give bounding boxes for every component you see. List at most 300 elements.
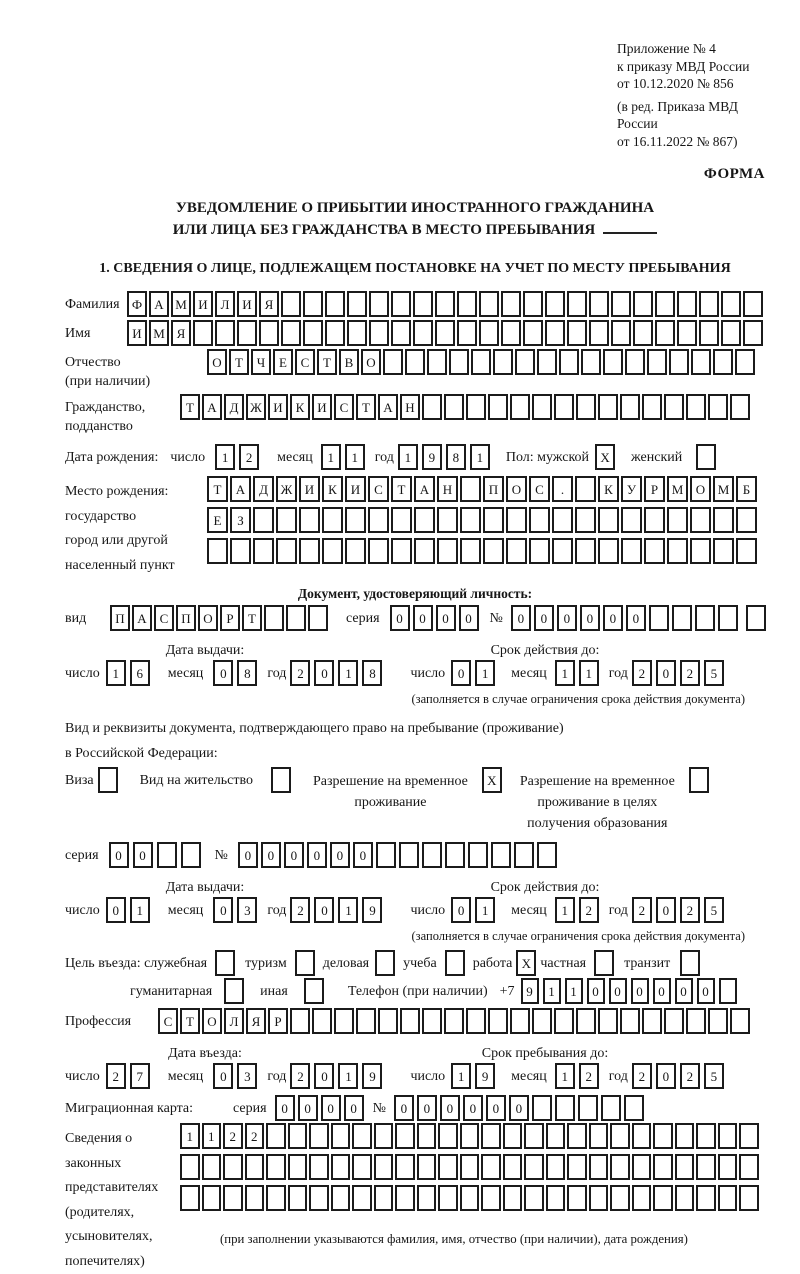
visa-checkbox[interactable]: [98, 767, 118, 793]
char-cell[interactable]: [325, 291, 345, 317]
char-cell[interactable]: [399, 842, 419, 868]
char-cell[interactable]: Ж: [276, 476, 297, 502]
char-cell[interactable]: [708, 1008, 728, 1034]
char-cell[interactable]: 0: [307, 842, 327, 868]
char-cell[interactable]: [422, 842, 442, 868]
char-cell[interactable]: И: [312, 394, 332, 420]
char-cell[interactable]: 2: [579, 897, 599, 923]
char-cell[interactable]: [266, 1154, 286, 1180]
char-cell[interactable]: [506, 507, 527, 533]
temp-residence-checkbox[interactable]: X: [482, 767, 502, 793]
char-cell[interactable]: [567, 1123, 587, 1149]
purpose-study-checkbox[interactable]: [445, 950, 465, 976]
char-cell[interactable]: [264, 605, 284, 631]
char-cell[interactable]: Т: [391, 476, 412, 502]
char-cell[interactable]: [696, 1185, 716, 1211]
char-cell[interactable]: 0: [656, 660, 676, 686]
char-cell[interactable]: 0: [109, 842, 129, 868]
char-cell[interactable]: 0: [314, 1063, 334, 1089]
char-cell[interactable]: [589, 1123, 609, 1149]
char-cell[interactable]: [181, 842, 201, 868]
char-cell[interactable]: [675, 1154, 695, 1180]
char-cell[interactable]: 0: [394, 1095, 414, 1121]
char-cell[interactable]: Д: [253, 476, 274, 502]
char-cell[interactable]: 0: [390, 605, 410, 631]
char-cell[interactable]: [610, 1185, 630, 1211]
char-cell[interactable]: Ч: [251, 349, 271, 375]
char-cell[interactable]: [331, 1154, 351, 1180]
char-cell[interactable]: С: [529, 476, 550, 502]
char-cell[interactable]: О: [198, 605, 218, 631]
char-cell[interactable]: [395, 1123, 415, 1149]
char-cell[interactable]: [479, 320, 499, 346]
char-cell[interactable]: [356, 1008, 376, 1034]
char-cell[interactable]: [567, 291, 587, 317]
char-cell[interactable]: [708, 394, 728, 420]
char-cell[interactable]: [503, 1123, 523, 1149]
char-cell[interactable]: К: [322, 476, 343, 502]
char-cell[interactable]: [352, 1185, 372, 1211]
char-cell[interactable]: 0: [451, 897, 471, 923]
char-cell[interactable]: [621, 538, 642, 564]
char-cell[interactable]: [695, 605, 715, 631]
purpose-humanitarian-checkbox[interactable]: [224, 978, 244, 1004]
char-cell[interactable]: О: [690, 476, 711, 502]
char-cell[interactable]: [510, 394, 530, 420]
char-cell[interactable]: [721, 291, 741, 317]
char-cell[interactable]: [545, 291, 565, 317]
char-cell[interactable]: [598, 394, 618, 420]
char-cell[interactable]: [417, 1123, 437, 1149]
char-cell[interactable]: [576, 394, 596, 420]
char-cell[interactable]: [736, 507, 757, 533]
char-cell[interactable]: С: [334, 394, 354, 420]
char-cell[interactable]: 2: [245, 1123, 265, 1149]
char-cell[interactable]: [400, 1008, 420, 1034]
char-cell[interactable]: [468, 842, 488, 868]
purpose-official-checkbox[interactable]: [215, 950, 235, 976]
char-cell[interactable]: 3: [237, 1063, 257, 1089]
char-cell[interactable]: 8: [237, 660, 257, 686]
char-cell[interactable]: 2: [680, 660, 700, 686]
char-cell[interactable]: [281, 291, 301, 317]
char-cell[interactable]: [180, 1154, 200, 1180]
char-cell[interactable]: 2: [632, 1063, 652, 1089]
char-cell[interactable]: [413, 291, 433, 317]
char-cell[interactable]: 1: [338, 897, 358, 923]
char-cell[interactable]: [202, 1185, 222, 1211]
char-cell[interactable]: [223, 1154, 243, 1180]
purpose-work-checkbox[interactable]: X: [516, 950, 536, 976]
char-cell[interactable]: [601, 1095, 621, 1121]
char-cell[interactable]: [743, 291, 763, 317]
char-cell[interactable]: [345, 507, 366, 533]
char-cell[interactable]: [444, 394, 464, 420]
char-cell[interactable]: [414, 538, 435, 564]
char-cell[interactable]: [672, 605, 692, 631]
char-cell[interactable]: [523, 291, 543, 317]
char-cell[interactable]: 1: [130, 897, 150, 923]
char-cell[interactable]: С: [154, 605, 174, 631]
char-cell[interactable]: [391, 507, 412, 533]
purpose-other-checkbox[interactable]: [304, 978, 324, 1004]
char-cell[interactable]: 1: [338, 660, 358, 686]
char-cell[interactable]: 9: [362, 1063, 382, 1089]
char-cell[interactable]: 5: [704, 897, 724, 923]
char-cell[interactable]: 0: [330, 842, 350, 868]
char-cell[interactable]: 0: [344, 1095, 364, 1121]
char-cell[interactable]: [718, 1154, 738, 1180]
char-cell[interactable]: И: [193, 291, 213, 317]
char-cell[interactable]: [529, 507, 550, 533]
char-cell[interactable]: [546, 1154, 566, 1180]
char-cell[interactable]: [506, 538, 527, 564]
char-cell[interactable]: 2: [680, 1063, 700, 1089]
char-cell[interactable]: 0: [626, 605, 646, 631]
char-cell[interactable]: [633, 320, 653, 346]
char-cell[interactable]: [632, 1154, 652, 1180]
char-cell[interactable]: 1: [543, 978, 561, 1004]
char-cell[interactable]: [699, 291, 719, 317]
char-cell[interactable]: [391, 320, 411, 346]
char-cell[interactable]: 1: [555, 897, 575, 923]
char-cell[interactable]: 0: [511, 605, 531, 631]
char-cell[interactable]: [471, 349, 491, 375]
char-cell[interactable]: [611, 320, 631, 346]
char-cell[interactable]: [554, 1008, 574, 1034]
char-cell[interactable]: [664, 1008, 684, 1034]
char-cell[interactable]: П: [176, 605, 196, 631]
char-cell[interactable]: [347, 320, 367, 346]
char-cell[interactable]: [677, 291, 697, 317]
char-cell[interactable]: [460, 1123, 480, 1149]
char-cell[interactable]: [653, 1154, 673, 1180]
char-cell[interactable]: 0: [213, 660, 233, 686]
char-cell[interactable]: [653, 1185, 673, 1211]
char-cell[interactable]: [322, 507, 343, 533]
char-cell[interactable]: [376, 842, 396, 868]
char-cell[interactable]: Т: [356, 394, 376, 420]
char-cell[interactable]: [290, 1008, 310, 1034]
char-cell[interactable]: [391, 538, 412, 564]
char-cell[interactable]: [288, 1154, 308, 1180]
char-cell[interactable]: 2: [290, 660, 310, 686]
char-cell[interactable]: [413, 320, 433, 346]
char-cell[interactable]: Б: [736, 476, 757, 502]
char-cell[interactable]: [405, 349, 425, 375]
char-cell[interactable]: [598, 538, 619, 564]
char-cell[interactable]: 0: [656, 897, 676, 923]
char-cell[interactable]: 0: [631, 978, 649, 1004]
char-cell[interactable]: [523, 320, 543, 346]
char-cell[interactable]: [288, 1123, 308, 1149]
char-cell[interactable]: [739, 1154, 759, 1180]
char-cell[interactable]: [438, 1154, 458, 1180]
char-cell[interactable]: М: [149, 320, 169, 346]
char-cell[interactable]: [546, 1185, 566, 1211]
char-cell[interactable]: [435, 291, 455, 317]
char-cell[interactable]: [309, 1154, 329, 1180]
char-cell[interactable]: 8: [446, 444, 466, 470]
char-cell[interactable]: [303, 291, 323, 317]
char-cell[interactable]: [690, 507, 711, 533]
char-cell[interactable]: 0: [213, 1063, 233, 1089]
char-cell[interactable]: [466, 394, 486, 420]
char-cell[interactable]: 0: [653, 978, 671, 1004]
char-cell[interactable]: [422, 394, 442, 420]
char-cell[interactable]: [611, 291, 631, 317]
char-cell[interactable]: Н: [400, 394, 420, 420]
char-cell[interactable]: 2: [290, 1063, 310, 1089]
char-cell[interactable]: [483, 507, 504, 533]
char-cell[interactable]: 5: [704, 1063, 724, 1089]
char-cell[interactable]: [576, 1008, 596, 1034]
char-cell[interactable]: 1: [338, 1063, 358, 1089]
char-cell[interactable]: 5: [704, 660, 724, 686]
char-cell[interactable]: [303, 320, 323, 346]
char-cell[interactable]: К: [290, 394, 310, 420]
char-cell[interactable]: [649, 605, 669, 631]
char-cell[interactable]: [438, 1123, 458, 1149]
char-cell[interactable]: [667, 538, 688, 564]
char-cell[interactable]: [647, 349, 667, 375]
char-cell[interactable]: 0: [353, 842, 373, 868]
char-cell[interactable]: О: [202, 1008, 222, 1034]
char-cell[interactable]: [331, 1123, 351, 1149]
char-cell[interactable]: [632, 1123, 652, 1149]
char-cell[interactable]: 0: [261, 842, 281, 868]
char-cell[interactable]: [537, 349, 557, 375]
char-cell[interactable]: [555, 1095, 575, 1121]
char-cell[interactable]: [686, 1008, 706, 1034]
char-cell[interactable]: П: [110, 605, 130, 631]
char-cell[interactable]: 0: [557, 605, 577, 631]
char-cell[interactable]: [352, 1123, 372, 1149]
char-cell[interactable]: [437, 538, 458, 564]
char-cell[interactable]: 0: [486, 1095, 506, 1121]
char-cell[interactable]: [675, 1185, 695, 1211]
char-cell[interactable]: [414, 507, 435, 533]
char-cell[interactable]: [501, 291, 521, 317]
char-cell[interactable]: [157, 842, 177, 868]
char-cell[interactable]: [460, 476, 481, 502]
char-cell[interactable]: [309, 1185, 329, 1211]
char-cell[interactable]: 2: [223, 1123, 243, 1149]
temp-residence-edu-checkbox[interactable]: [689, 767, 709, 793]
char-cell[interactable]: 9: [475, 1063, 495, 1089]
char-cell[interactable]: [510, 1008, 530, 1034]
char-cell[interactable]: [690, 538, 711, 564]
char-cell[interactable]: [552, 538, 573, 564]
char-cell[interactable]: Т: [180, 394, 200, 420]
char-cell[interactable]: 0: [298, 1095, 318, 1121]
char-cell[interactable]: [437, 507, 458, 533]
char-cell[interactable]: [575, 538, 596, 564]
char-cell[interactable]: И: [237, 291, 257, 317]
char-cell[interactable]: [675, 1123, 695, 1149]
char-cell[interactable]: [719, 978, 737, 1004]
char-cell[interactable]: [266, 1123, 286, 1149]
char-cell[interactable]: [545, 320, 565, 346]
char-cell[interactable]: [438, 1185, 458, 1211]
char-cell[interactable]: [503, 1154, 523, 1180]
char-cell[interactable]: [691, 349, 711, 375]
residence-permit-checkbox[interactable]: [271, 767, 291, 793]
char-cell[interactable]: [501, 320, 521, 346]
char-cell[interactable]: [699, 320, 719, 346]
char-cell[interactable]: [369, 291, 389, 317]
char-cell[interactable]: [503, 1185, 523, 1211]
char-cell[interactable]: [276, 538, 297, 564]
char-cell[interactable]: [312, 1008, 332, 1034]
char-cell[interactable]: 0: [451, 660, 471, 686]
char-cell[interactable]: [374, 1185, 394, 1211]
char-cell[interactable]: М: [713, 476, 734, 502]
char-cell[interactable]: [713, 507, 734, 533]
char-cell[interactable]: [735, 349, 755, 375]
char-cell[interactable]: [581, 349, 601, 375]
char-cell[interactable]: [625, 349, 645, 375]
char-cell[interactable]: [245, 1185, 265, 1211]
char-cell[interactable]: [610, 1154, 630, 1180]
char-cell[interactable]: И: [299, 476, 320, 502]
char-cell[interactable]: [276, 507, 297, 533]
char-cell[interactable]: Ф: [127, 291, 147, 317]
char-cell[interactable]: [664, 394, 684, 420]
char-cell[interactable]: [491, 842, 511, 868]
char-cell[interactable]: [532, 1095, 552, 1121]
char-cell[interactable]: [286, 605, 306, 631]
char-cell[interactable]: [644, 507, 665, 533]
char-cell[interactable]: [395, 1185, 415, 1211]
char-cell[interactable]: С: [368, 476, 389, 502]
char-cell[interactable]: [347, 291, 367, 317]
char-cell[interactable]: [391, 291, 411, 317]
char-cell[interactable]: [207, 538, 228, 564]
char-cell[interactable]: С: [295, 349, 315, 375]
char-cell[interactable]: М: [667, 476, 688, 502]
char-cell[interactable]: [642, 394, 662, 420]
char-cell[interactable]: [331, 1185, 351, 1211]
char-cell[interactable]: 0: [133, 842, 153, 868]
char-cell[interactable]: 1: [106, 660, 126, 686]
char-cell[interactable]: Н: [437, 476, 458, 502]
char-cell[interactable]: [309, 1123, 329, 1149]
char-cell[interactable]: [230, 538, 251, 564]
char-cell[interactable]: [598, 1008, 618, 1034]
char-cell[interactable]: М: [171, 291, 191, 317]
char-cell[interactable]: И: [345, 476, 366, 502]
female-checkbox[interactable]: [696, 444, 716, 470]
char-cell[interactable]: [481, 1185, 501, 1211]
char-cell[interactable]: 1: [451, 1063, 471, 1089]
char-cell[interactable]: [422, 1008, 442, 1034]
char-cell[interactable]: [589, 1154, 609, 1180]
char-cell[interactable]: 1: [180, 1123, 200, 1149]
char-cell[interactable]: Р: [644, 476, 665, 502]
char-cell[interactable]: [686, 394, 706, 420]
char-cell[interactable]: [524, 1185, 544, 1211]
char-cell[interactable]: [739, 1185, 759, 1211]
char-cell[interactable]: [514, 842, 534, 868]
char-cell[interactable]: [481, 1154, 501, 1180]
char-cell[interactable]: [481, 1123, 501, 1149]
purpose-transit-checkbox[interactable]: [680, 950, 700, 976]
char-cell[interactable]: [368, 538, 389, 564]
char-cell[interactable]: [633, 291, 653, 317]
purpose-business-checkbox[interactable]: [375, 950, 395, 976]
char-cell[interactable]: [532, 394, 552, 420]
char-cell[interactable]: Л: [224, 1008, 244, 1034]
char-cell[interactable]: А: [202, 394, 222, 420]
char-cell[interactable]: [449, 349, 469, 375]
char-cell[interactable]: Я: [246, 1008, 266, 1034]
char-cell[interactable]: [644, 538, 665, 564]
char-cell[interactable]: 0: [314, 660, 334, 686]
char-cell[interactable]: [739, 1123, 759, 1149]
char-cell[interactable]: 3: [237, 897, 257, 923]
char-cell[interactable]: Т: [180, 1008, 200, 1034]
char-cell[interactable]: Т: [207, 476, 228, 502]
char-cell[interactable]: 2: [632, 660, 652, 686]
char-cell[interactable]: 1: [345, 444, 365, 470]
char-cell[interactable]: [546, 1123, 566, 1149]
char-cell[interactable]: [743, 320, 763, 346]
char-cell[interactable]: [624, 1095, 644, 1121]
char-cell[interactable]: [524, 1154, 544, 1180]
char-cell[interactable]: [718, 605, 738, 631]
char-cell[interactable]: [713, 538, 734, 564]
char-cell[interactable]: 7: [130, 1063, 150, 1089]
char-cell[interactable]: [532, 1008, 552, 1034]
char-cell[interactable]: [378, 1008, 398, 1034]
char-cell[interactable]: Ж: [246, 394, 266, 420]
char-cell[interactable]: 2: [106, 1063, 126, 1089]
char-cell[interactable]: [488, 1008, 508, 1034]
char-cell[interactable]: Я: [171, 320, 191, 346]
char-cell[interactable]: [460, 538, 481, 564]
purpose-private-checkbox[interactable]: [594, 950, 614, 976]
char-cell[interactable]: [237, 320, 257, 346]
char-cell[interactable]: 0: [603, 605, 623, 631]
char-cell[interactable]: 0: [213, 897, 233, 923]
char-cell[interactable]: [721, 320, 741, 346]
char-cell[interactable]: Л: [215, 291, 235, 317]
char-cell[interactable]: [655, 320, 675, 346]
char-cell[interactable]: [352, 1154, 372, 1180]
char-cell[interactable]: .: [552, 476, 573, 502]
char-cell[interactable]: 0: [440, 1095, 460, 1121]
char-cell[interactable]: [598, 507, 619, 533]
char-cell[interactable]: [655, 291, 675, 317]
char-cell[interactable]: 0: [436, 605, 456, 631]
char-cell[interactable]: [427, 349, 447, 375]
char-cell[interactable]: П: [483, 476, 504, 502]
char-cell[interactable]: 2: [290, 897, 310, 923]
char-cell[interactable]: 0: [106, 897, 126, 923]
char-cell[interactable]: Я: [259, 291, 279, 317]
char-cell[interactable]: [554, 394, 574, 420]
char-cell[interactable]: 6: [130, 660, 150, 686]
char-cell[interactable]: 0: [534, 605, 554, 631]
char-cell[interactable]: [589, 320, 609, 346]
char-cell[interactable]: [575, 507, 596, 533]
char-cell[interactable]: [345, 538, 366, 564]
char-cell[interactable]: [299, 507, 320, 533]
char-cell[interactable]: [632, 1185, 652, 1211]
char-cell[interactable]: 1: [579, 660, 599, 686]
char-cell[interactable]: [266, 1185, 286, 1211]
